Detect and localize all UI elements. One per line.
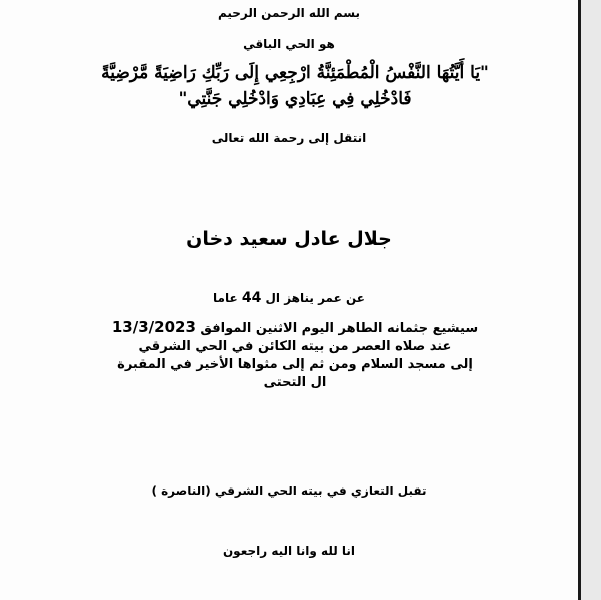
basmala-line: بسم الله الرحمن الرحيم xyxy=(217,6,361,20)
closing-line: انا لله وانا اليه راجعون xyxy=(222,544,356,558)
age-suffix: عاما xyxy=(213,291,238,305)
age-number: 44 xyxy=(241,290,262,306)
huwa-line: هو الحي الباقي xyxy=(243,37,335,51)
funeral-date: 13/3/2023 xyxy=(111,318,196,336)
age-line xyxy=(0,290,578,306)
age-prefix: عن عمر يناهز ال xyxy=(265,291,365,305)
funeral-text-part2: عند صلاه العصر من بيته الكائن في الحي الشرقي xyxy=(138,339,452,354)
quran-verse: "يَا أَيَّتُهَا النَّفْسُ الْمُطْمَئِنَّةُ ارْجِعِي إِلَى رَبِّكِ رَاضِيَةً مَّرْضِيَّةً فَادْخُلِي فِي عِبَادِي وَادْخُلِي جَنَّتِي" xyxy=(101,63,489,109)
passed-away-line: انتقل إلى رحمة الله تعالى xyxy=(211,131,367,145)
deceased-name: جلال عادل سعيد دخان xyxy=(186,228,392,250)
funeral-text-line3: إلى مسجد السلام ومن ثم إلى مثواها الأخير في المقبرة ال التحتى xyxy=(117,357,473,390)
funeral-details xyxy=(110,318,480,392)
page-edge xyxy=(581,0,601,600)
funeral-text-part1: سيشيع جثمانه الطاهر اليوم الاثنين الموافق xyxy=(195,321,479,336)
condolence-line: تقبل التعازي في بيته الحي الشرقي (الناصرة ) xyxy=(151,484,427,498)
